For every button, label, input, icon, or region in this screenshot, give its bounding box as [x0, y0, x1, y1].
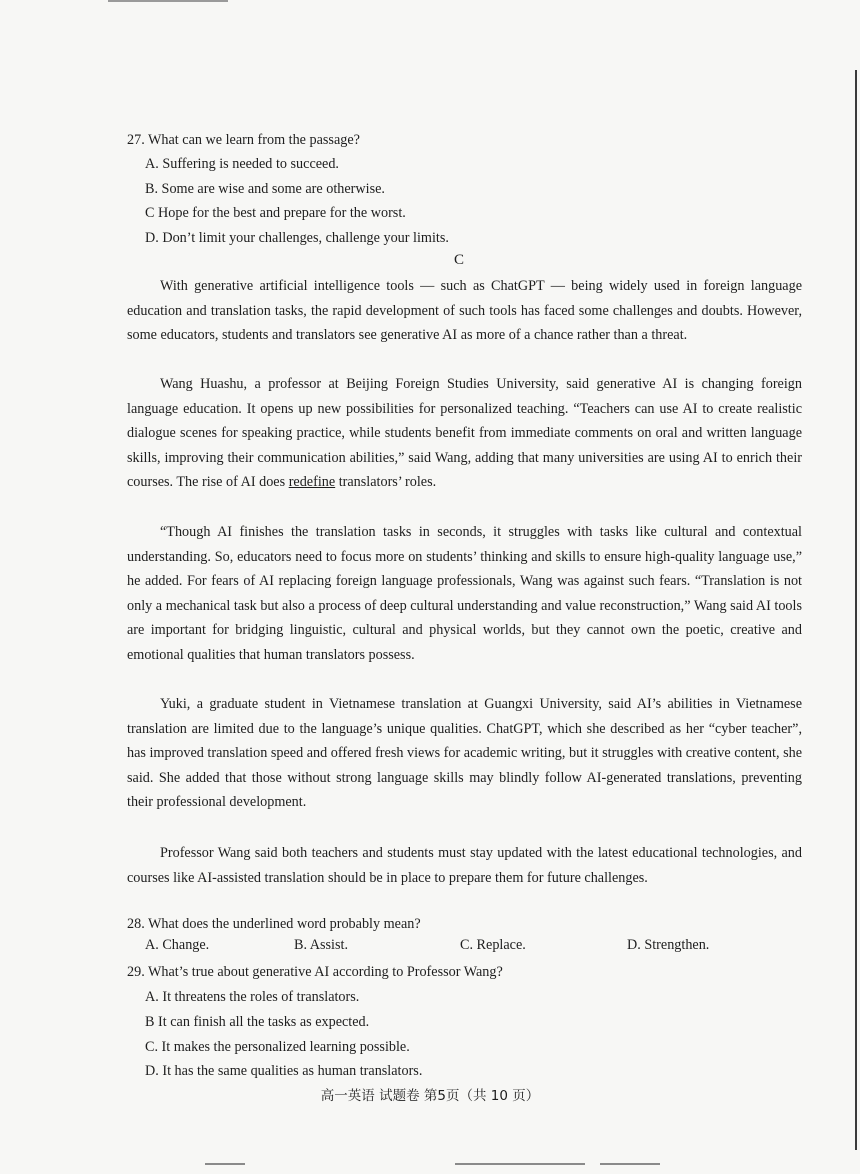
passage-paragraph-5: Professor Wang said both teachers and students must stay updated with the latest educational technologies, and courses like AI-assisted translation should be in place to prepare them for future challenges.: [127, 845, 802, 886]
question-28-option-d: D. Strengthen.: [627, 937, 710, 953]
top-edge-line: [108, 0, 228, 2]
passage-paragraph-3: “Though AI finishes the translation tasks in seconds, it struggles with tasks like cultural and contextual understanding. So, educators need to focus more on students’ thinking and skills to ensure high-quality language use,” he added. For fears of AI replacing foreign language professionals, Wang was against such fears. “Translation is not only a mechanical task but also a process of deep cultural understanding and value reconstruction,” Wang said AI tools are important for bridging linguistic, cultural and physical worlds, but they cannot own the poetic, creative and emotional qualities that human translators possess.: [127, 524, 802, 663]
underlined-word: redefine: [288, 474, 336, 491]
question-27-option-c: C Hope for the best and prepare for the worst.: [145, 205, 406, 221]
question-28-option-a: A. Change.: [145, 937, 210, 953]
passage-paragraph-2: [127, 372, 802, 495]
question-29-stem: 29. What’s true about generative AI according to Professor Wang?: [127, 964, 503, 980]
question-28-option-c: C. Replace.: [460, 937, 526, 953]
section-label: C: [454, 252, 465, 268]
question-29-option-c: C. It makes the personalized learning possible.: [145, 1039, 410, 1055]
question-27-option-d: D. Don’t limit your challenges, challenge your limits.: [145, 230, 449, 246]
question-28-stem: 28. What does the underlined word probably mean?: [127, 916, 421, 932]
question-28-option-b: B. Assist.: [294, 937, 349, 953]
passage-paragraph-4: Yuki, a graduate student in Vietnamese translation at Guangxi University, said AI’s abilities in Vietnamese translation are limited due to the language’s unique qualities. ChatGPT, which she described as her “cyber teacher”, has improved translation speed and offered fresh views for academic writing, but it struggles with creative content, she said. She added that those without strong language skills may blindly follow AI-generated translations, preventing their professional development.: [127, 696, 802, 811]
scan-artifact-line: [455, 1163, 585, 1165]
scan-artifact-line: [600, 1163, 660, 1165]
page-right-border: [855, 70, 857, 1150]
question-27-stem: 27. What can we learn from the passage?: [127, 132, 360, 148]
question-27-option-b: B. Some are wise and some are otherwise.: [145, 181, 385, 197]
paragraph-2-end: translators’ roles.: [335, 474, 437, 491]
scan-artifact-line: [205, 1163, 245, 1165]
question-29-option-d: D. It has the same qualities as human translators.: [145, 1063, 423, 1079]
passage-paragraph-1: With generative artificial intelligence tools — such as ChatGPT — being widely used in foreign language education and translation tasks, the rapid development of such tools has faced some challenges and doubts. However, some educators, students and translators see generative AI as more of a chance rather than a threat.: [127, 278, 802, 344]
question-27-option-a: A. Suffering is needed to succeed.: [145, 156, 339, 172]
question-29-option-b: B It can finish all the tasks as expected.: [145, 1014, 370, 1030]
paragraph-2-text: Wang Huashu, a professor at Beijing Foreign Studies University, said generative AI is changing foreign language education. It opens up new possibilities for personalized teaching. “Teachers can use AI to create realistic dialogue scenes for speaking practice, while students benefit from immediate comments on oral and written language skills, improving their communication abilities,” said Wang, adding that many universities are using AI to enrich their courses. The rise of AI does: [127, 376, 802, 491]
page-footer: 高一英语 试题卷 第5页（共 10 页）: [320, 1088, 540, 1104]
question-29-option-a: A. It threatens the roles of translators.: [145, 989, 360, 1005]
